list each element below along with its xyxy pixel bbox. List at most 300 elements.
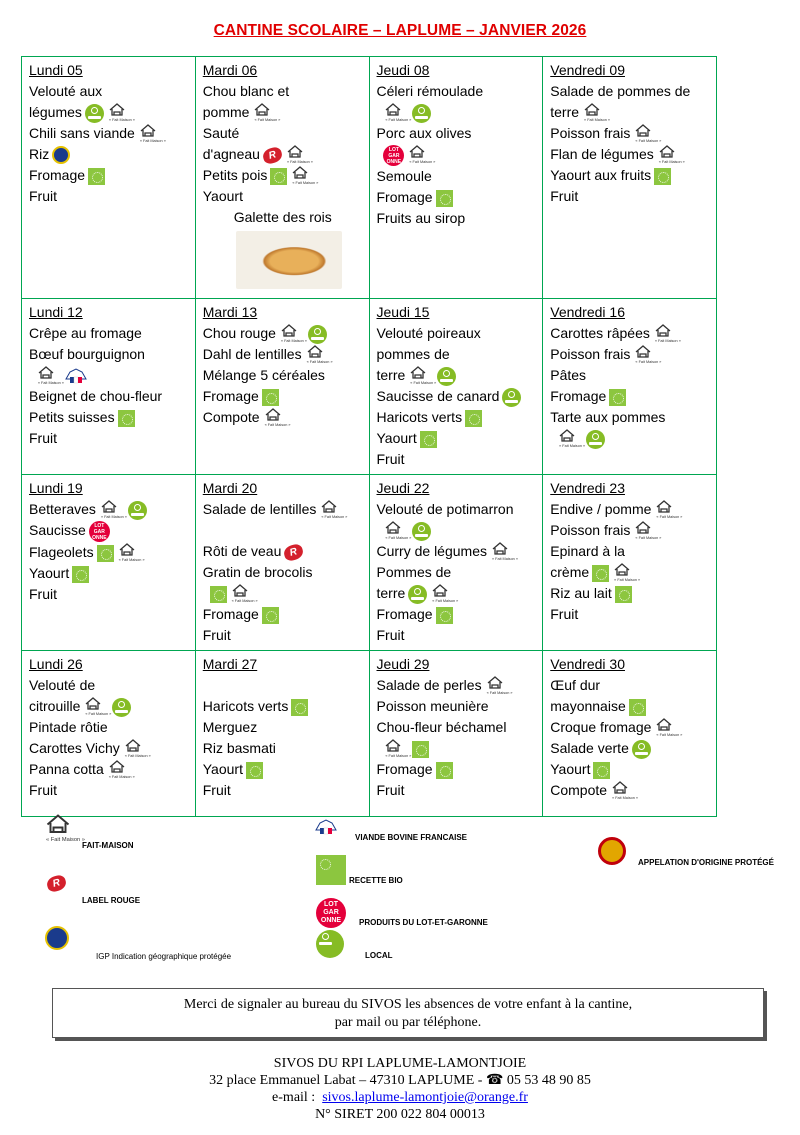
dish-name: Fromage [550,388,607,404]
dish-name: crème [550,564,590,580]
dish-name: Fromage [29,167,86,183]
legend-lot: PRODUITS DU LOT-ET-GARONNE [359,918,488,927]
legend-igp: IGP Indication géographique protégée [96,952,232,961]
fait-maison-icon: « Fait Maison » [490,544,516,560]
dish-item [203,696,363,717]
fait-maison-icon: « Fait Maison » [285,147,311,163]
dish-item [29,499,189,520]
dish-name [377,740,381,756]
local-icon [85,104,104,123]
dish-item [377,625,537,646]
dish-name [203,522,207,538]
bio-icon [436,190,453,207]
week-row [22,57,717,299]
page-title: CANTINE SCOLAIRE – LAPLUME – JANVIER 2026 [213,22,587,39]
dish-item [29,780,189,801]
fait-maison-icon: « Fait Maison » [43,817,82,841]
dish-item [203,717,363,738]
dish-item [550,562,710,583]
dish-item [550,407,710,428]
dish-name: Petits pois [202,167,268,183]
dish-item [29,584,189,605]
dish-item [377,604,537,625]
dish-item [377,696,537,717]
dish-name: Mélange 5 céréales [202,367,325,383]
dish-item [377,344,537,365]
fait-maison-icon: « Fait Maison » [83,699,109,715]
local-icon [308,325,327,344]
dish-name: Yaourt [376,430,417,446]
dish-name: d'agneau [202,146,260,162]
dish-item [29,717,189,738]
footer-org: SIVOS DU RPI LAPLUME-LAMONTJOIE [273,1056,527,1071]
fait-maison-icon: « Fait Maison » [383,523,409,539]
bio-icon [262,389,279,406]
dish-name: Porc aux olives [376,125,472,141]
dish-name: Crêpe au fromage [29,325,142,341]
dish-name: Yaourt [202,761,243,777]
dish-name [377,146,381,162]
fait-maison-icon: « Fait Maison » [263,410,289,426]
fait-maison-icon: « Fait Maison » [654,720,680,736]
dish-name: Riz au lait [550,585,612,601]
dish-item [29,407,189,428]
bio-icon [593,762,610,779]
dish-name: Sauté [202,125,240,141]
dish-name: Salade de pommes de [550,83,691,99]
dish-name: Flan de légumes [550,146,654,162]
dish-name: Velouté de [29,677,96,693]
dish-item [550,738,710,759]
lot-et-garonne-icon: LOT GAR ONNE [316,898,346,928]
day-cell [543,651,717,817]
dish-name [377,104,381,120]
dish-item [29,102,189,123]
dish-item [550,604,710,625]
dish-item [377,144,537,166]
dish-name: terre [376,585,406,601]
local-icon [437,367,456,386]
dish-name: mayonnaise [550,698,626,714]
day-cell [369,651,543,817]
day-cell [195,475,369,651]
fait-maison-icon: « Fait Maison » [117,545,143,561]
dish-item [203,738,363,759]
dish-item [203,144,363,165]
dish-item [550,344,710,365]
fait-maison-icon: « Fait Maison » [138,126,164,142]
day-label: Vendredi 16 [550,304,625,320]
dish-name: Salade verte [550,740,629,756]
aop-icon [598,837,626,865]
legend-fait-maison: FAIT-MAISON [82,841,134,850]
email-label: e-mail : [272,1090,316,1105]
notice-line-2: par mail ou par téléphone. [334,1015,482,1030]
dish-item [550,186,710,207]
day-label: Mardi 20 [202,480,258,496]
day-label: Lundi 19 [29,480,83,496]
dish-item [203,562,363,583]
fait-maison-icon: « Fait Maison » [654,502,680,518]
footer-phone: 05 53 48 90 85 [506,1073,591,1088]
label-rouge-icon: R [45,874,67,893]
dish-item [377,365,537,386]
bio-icon [118,410,135,427]
local-icon [412,104,431,123]
dish-name: Fruit [202,782,231,798]
fait-maison-icon: « Fait Maison » [407,147,433,163]
dish-name: Saucisse [29,522,86,538]
dish-item [377,449,537,470]
dish-item [203,344,363,365]
dish-item [377,717,537,738]
dish-item [377,428,537,449]
dish-item [550,520,710,541]
local-icon [632,740,651,759]
day-label: Jeudi 22 [376,480,430,496]
bio-icon [291,699,308,716]
dish-name: Haricots verts [202,698,289,714]
dish-name: Chou-fleur béchamel [376,719,507,735]
bio-icon [72,566,89,583]
dish-item [29,428,189,449]
dish-name: Velouté poireaux [376,325,481,341]
dish-item [377,386,537,407]
dish-item [203,407,363,428]
fait-maison-icon: « Fait Maison » [36,368,62,384]
bio-icon [316,855,346,885]
fait-maison-icon: « Fait Maison » [107,762,133,778]
day-label: Jeudi 29 [376,656,430,672]
dish-item [29,344,189,365]
dish-name: Bœuf bourguignon [29,346,145,362]
dish-name: pommes de [376,346,450,362]
dish-name: Fromage [202,388,259,404]
footer-address: 32 place Emmanuel Labat – 47310 LAPLUME - [209,1073,486,1088]
dish-item [550,165,710,186]
dish-name: Yaourt [202,188,243,204]
dish-item [203,780,363,801]
day-label: Lundi 26 [29,656,83,672]
day-cell [543,475,717,651]
bio-icon [412,741,429,758]
dish-item [550,386,710,407]
dish-name: Epinard à la [550,543,625,559]
dish-item [377,583,537,604]
day-cell [369,57,543,299]
dish-item [203,81,363,102]
dish-item [203,123,363,144]
dish-name: Œuf dur [550,677,601,693]
dish-item [377,407,537,428]
dish-name: Gratin de brocolis [202,564,313,580]
dish-name: Salade de perles [376,677,482,693]
dish-name: Semoule [376,167,432,184]
dish-name: Fromage [376,761,433,777]
dish-name: Riz [29,146,50,162]
dish-item [29,81,189,102]
legend-aop: APPELATION D'ORIGINE PROTÉGÉ [638,858,774,867]
dish-name: Chili sans viande [29,125,135,141]
dish-item [550,583,710,604]
dish-name: Tarte aux pommes [550,409,666,425]
dish-item [377,520,537,541]
label-rouge-icon: R [261,146,283,165]
dish-name: Poisson frais [550,522,631,538]
local-icon [316,930,344,958]
week-row [22,475,717,651]
dish-name: Rôti de veau [202,543,282,559]
dish-item [550,365,710,386]
dish-item [550,696,710,717]
notice-line-1: Merci de signaler au bureau du SIVOS les absences de votre enfant à la cantine, [183,997,633,1012]
dish-name [203,585,207,601]
dish-name: Dahl de lentilles [202,346,302,362]
bio-icon [97,545,114,562]
dish-name: Céleri rémoulade [376,83,484,99]
dish-name: Pommes de [376,564,452,580]
day-cell [369,475,543,651]
dish-name: Fruit [29,188,57,204]
day-label: Vendredi 30 [550,656,625,672]
day-label: Jeudi 15 [376,304,430,320]
dish-name: Panna cotta [29,761,104,777]
dish-name: Poisson frais [550,346,631,362]
dish-name: Chou blanc et [202,83,290,99]
fait-maison-icon: « Fait Maison » [485,678,511,694]
dish-item [29,123,189,144]
dish-item [203,386,363,407]
dish-name [377,522,381,538]
day-cell [195,57,369,299]
dish-item [203,675,363,696]
dish-name: Yaourt [550,761,591,777]
fait-maison-icon: « Fait Maison » [430,586,456,602]
day-cell [369,299,543,475]
dish-name: Fruit [376,627,405,643]
phone-icon: ☎ [485,1073,504,1088]
dish-name: Poisson meunière [376,698,489,714]
footer-address-line [0,1072,800,1089]
dish-item [377,675,537,696]
day-label: Mardi 27 [202,656,258,672]
dish-item [377,499,537,520]
local-icon [412,522,431,541]
day-cell [543,57,717,299]
dish-item [377,81,537,102]
dish-name [29,367,33,383]
bio-icon [592,565,609,582]
fait-maison-icon: « Fait Maison » [99,502,125,518]
bio-icon [420,431,437,448]
dish-name: Fruit [29,430,57,446]
dish-item [29,759,189,780]
dish-name: citrouille [29,698,81,714]
footer-email-line [0,1089,800,1106]
day-cell [22,475,196,651]
bio-icon [436,762,453,779]
day-label: Lundi 05 [29,62,83,78]
dish-name: Betteraves [29,501,96,517]
igp-icon [52,146,70,164]
day-cell [543,299,717,475]
dish-item [550,675,710,696]
bio-icon [262,607,279,624]
dish-item [550,81,710,102]
footer-siret: N° SIRET 200 022 804 00013 [315,1107,485,1122]
bio-icon [609,389,626,406]
dish-item [550,102,710,123]
dish-item [377,187,537,208]
dish-name: Haricots verts [376,409,463,425]
legend-label-rouge: LABEL ROUGE [82,896,141,905]
dish-item [377,738,537,759]
bio-icon [436,607,453,624]
dish-name: Croque fromage [550,719,652,735]
day-cell [195,651,369,817]
dish-name: Fromage [376,188,433,205]
dish-name: Velouté aux [29,83,103,99]
viande-bovine-icon [315,818,337,836]
legend-bio: RECETTE BIO [349,876,403,885]
dish-item [29,542,189,563]
dish-name: Fruit [376,782,405,798]
fait-maison-icon: « Fait Maison » [305,347,331,363]
dish-item [377,166,537,187]
lot-et-garonne-icon: LOT GAR ONNE [89,521,110,542]
dish-name: Endive / pomme [550,501,652,517]
menu-table [21,56,717,817]
day-label: Jeudi 08 [376,62,430,78]
dish-item [550,123,710,144]
fait-maison-icon: « Fait Maison » [633,126,659,142]
dish-item [29,386,189,407]
fait-maison-icon: « Fait Maison » [290,168,316,184]
dish-name: légumes [29,104,82,120]
bio-icon [615,586,632,603]
day-label: Mardi 06 [202,62,258,78]
dish-name: Fruit [550,606,579,622]
dish-item [550,428,710,449]
dish-name [550,430,554,446]
fait-maison-icon: « Fait Maison » [633,523,659,539]
fait-maison-icon: « Fait Maison » [123,741,149,757]
dish-name: Yaourt aux fruits [550,167,652,183]
fait-maison-icon: « Fait Maison » [610,783,636,799]
absence-notice [52,988,764,1038]
day-cell [22,299,196,475]
dish-name: Curry de légumes [376,543,487,559]
dish-item [29,520,189,542]
lot-et-garonne-icon: LOT GAR ONNE [383,145,404,166]
fait-maison-icon: « Fait Maison » [383,741,409,757]
dish-name: Pintade rôtie [29,719,108,735]
dish-name: Fruit [202,627,231,643]
fait-maison-icon: « Fait Maison » [383,105,409,121]
fait-maison-icon: « Fait Maison » [252,105,278,121]
email-link[interactable]: sivos.laplume-lamontjoie@orange.fr [322,1090,528,1105]
dish-item [203,323,363,344]
local-icon [408,585,427,604]
dish-name: Yaourt [29,564,70,581]
dish-item [550,717,710,738]
dish-item [203,541,363,562]
dish-item [203,102,363,123]
dish-name: terre [376,367,406,383]
week-row [22,299,717,475]
dish-name [203,677,207,693]
dish-name: pomme [202,104,250,120]
fait-maison-icon: « Fait Maison » [408,368,434,384]
dish-name: Fruit [29,585,57,602]
dish-item [377,123,537,144]
bio-icon [270,168,287,185]
dish-name: Fromage [376,606,433,622]
day-label: Mardi 13 [202,304,258,320]
dish-item [29,365,189,386]
dish-item [377,208,537,229]
legend-viande: VIANDE BOVINE FRANCAISE [355,833,468,842]
fait-maison-icon: « Fait Maison » [582,105,608,121]
dish-item [377,323,537,344]
dish-item [203,365,363,386]
dish-name: Saucisse de canard [376,388,500,404]
dish-name: Fruit [29,782,57,798]
day-cell [195,299,369,475]
dish-item [203,759,363,780]
fait-maison-icon: « Fait Maison » [653,326,679,342]
dish-item [29,563,189,584]
local-icon [112,698,131,717]
dish-name: Velouté de potimarron [376,501,514,517]
day-cell [22,57,196,299]
dish-item [29,165,189,186]
dish-item [203,520,363,541]
dish-item [29,696,189,717]
dish-name: Compote [202,409,260,425]
galette-image [236,231,342,289]
fait-maison-icon: « Fait Maison » [612,565,638,581]
dish-name: Carottes Vichy [29,740,120,756]
fait-maison-icon: « Fait Maison » [633,347,659,363]
dish-name: Pâtes [550,367,587,383]
dish-item [203,186,363,207]
fait-maison-icon: « Fait Maison » [107,105,133,121]
local-icon [128,501,147,520]
dish-name: Beignet de chou-fleur [29,388,163,404]
dish-name: Fruit [550,188,579,204]
week-row [22,651,717,817]
dish-name: Merguez [202,719,258,735]
dish-item [550,323,710,344]
dish-name: Flageolets [29,543,94,560]
dish-item [377,780,537,801]
day-label: Vendredi 23 [550,480,625,496]
day-label: Lundi 12 [29,304,83,320]
local-icon [502,388,521,407]
legend-local: LOCAL [365,951,393,960]
bio-icon [210,586,227,603]
viande-bovine-icon [65,367,87,385]
dish-item [203,499,363,520]
dish-name: Carottes râpées [550,325,650,341]
dish-item [550,499,710,520]
bio-icon [246,762,263,779]
dish-item [29,186,189,207]
dish-name: Fruit [376,451,405,467]
fait-maison-icon: « Fait Maison » [319,502,345,518]
dish-item [377,541,537,562]
